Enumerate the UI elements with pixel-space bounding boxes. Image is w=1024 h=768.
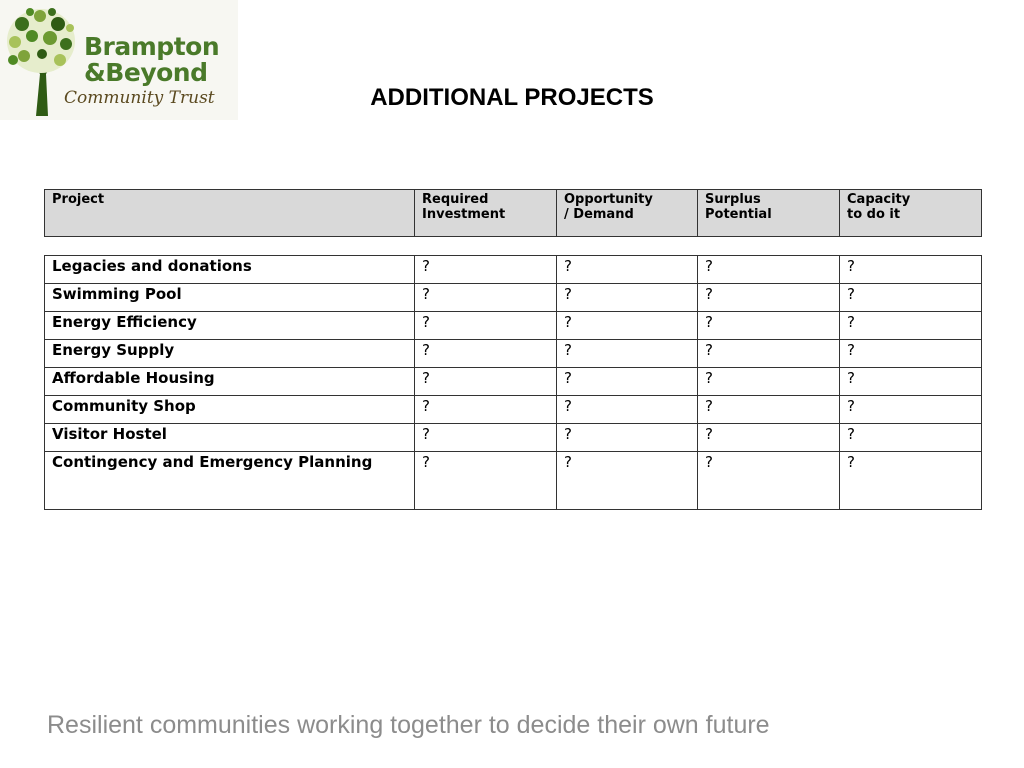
page-title: ADDITIONAL PROJECTS xyxy=(370,84,654,111)
projects-table-body xyxy=(45,256,982,510)
surplus-potential-cell: ? xyxy=(698,452,840,510)
opportunity-demand-cell: ? xyxy=(557,312,698,340)
required-investment-cell: ? xyxy=(415,424,557,452)
header-row xyxy=(45,190,982,237)
project-name: Legacies and donations xyxy=(45,256,415,284)
required-investment-cell: ? xyxy=(415,368,557,396)
header-surplus-potential xyxy=(698,190,840,237)
table-row xyxy=(45,368,982,396)
surplus-potential-cell: ? xyxy=(698,396,840,424)
header-required-investment xyxy=(415,190,557,237)
project-name: Contingency and Emergency Planning xyxy=(45,452,415,510)
opportunity-demand-cell: ? xyxy=(557,396,698,424)
opportunity-demand-cell: ? xyxy=(557,452,698,510)
surplus-potential-cell: ? xyxy=(698,424,840,452)
header-line: Opportunity xyxy=(564,192,653,207)
capacity-cell: ? xyxy=(840,368,982,396)
table-row xyxy=(45,340,982,368)
table-row xyxy=(45,284,982,312)
surplus-potential-cell: ? xyxy=(698,340,840,368)
capacity-cell: ? xyxy=(840,312,982,340)
header-line: to do it xyxy=(847,207,901,222)
header-opportunity-demand xyxy=(557,190,698,237)
surplus-potential-cell: ? xyxy=(698,284,840,312)
surplus-potential-cell: ? xyxy=(698,312,840,340)
header-line: Surplus xyxy=(705,192,761,207)
capacity-cell: ? xyxy=(840,424,982,452)
capacity-cell: ? xyxy=(840,452,982,510)
header-project xyxy=(45,190,415,237)
opportunity-demand-cell: ? xyxy=(557,340,698,368)
projects-table xyxy=(44,255,982,510)
opportunity-demand-cell: ? xyxy=(557,368,698,396)
project-name: Swimming Pool xyxy=(45,284,415,312)
project-name: Affordable Housing xyxy=(45,368,415,396)
logo-brampton-text: Brampton xyxy=(84,32,220,61)
projects-header-table xyxy=(44,189,982,237)
opportunity-demand-cell: ? xyxy=(557,424,698,452)
required-investment-cell: ? xyxy=(415,312,557,340)
header-project-line: Project xyxy=(52,192,105,207)
project-name: Visitor Hostel xyxy=(45,424,415,452)
header-capacity xyxy=(840,190,982,237)
required-investment-cell: ? xyxy=(415,284,557,312)
opportunity-demand-cell: ? xyxy=(557,284,698,312)
header-line: / Demand xyxy=(564,207,634,222)
capacity-cell: ? xyxy=(840,340,982,368)
surplus-potential-cell: ? xyxy=(698,368,840,396)
surplus-potential-cell: ? xyxy=(698,256,840,284)
capacity-cell: ? xyxy=(840,284,982,312)
required-investment-cell: ? xyxy=(415,256,557,284)
header-line: Investment xyxy=(422,207,506,222)
required-investment-cell: ? xyxy=(415,340,557,368)
opportunity-demand-cell: ? xyxy=(557,256,698,284)
header-line: Potential xyxy=(705,207,772,222)
header-line: Capacity xyxy=(847,192,911,207)
footer-tagline: Resilient communities working together to decide their own future xyxy=(47,711,770,739)
table-row xyxy=(45,312,982,340)
project-name: Community Shop xyxy=(45,396,415,424)
logo-community-trust-text: Community Trust xyxy=(64,88,215,108)
table-row xyxy=(45,256,982,284)
project-name: Energy Supply xyxy=(45,340,415,368)
project-name: Energy Efficiency xyxy=(45,312,415,340)
table-row xyxy=(45,396,982,424)
logo-beyond-text: &Beyond xyxy=(84,58,208,87)
required-investment-cell: ? xyxy=(415,452,557,510)
required-investment-cell: ? xyxy=(415,396,557,424)
table-row xyxy=(45,452,982,510)
capacity-cell: ? xyxy=(840,256,982,284)
capacity-cell: ? xyxy=(840,396,982,424)
header-line: Required xyxy=(422,192,489,207)
table-row xyxy=(45,424,982,452)
